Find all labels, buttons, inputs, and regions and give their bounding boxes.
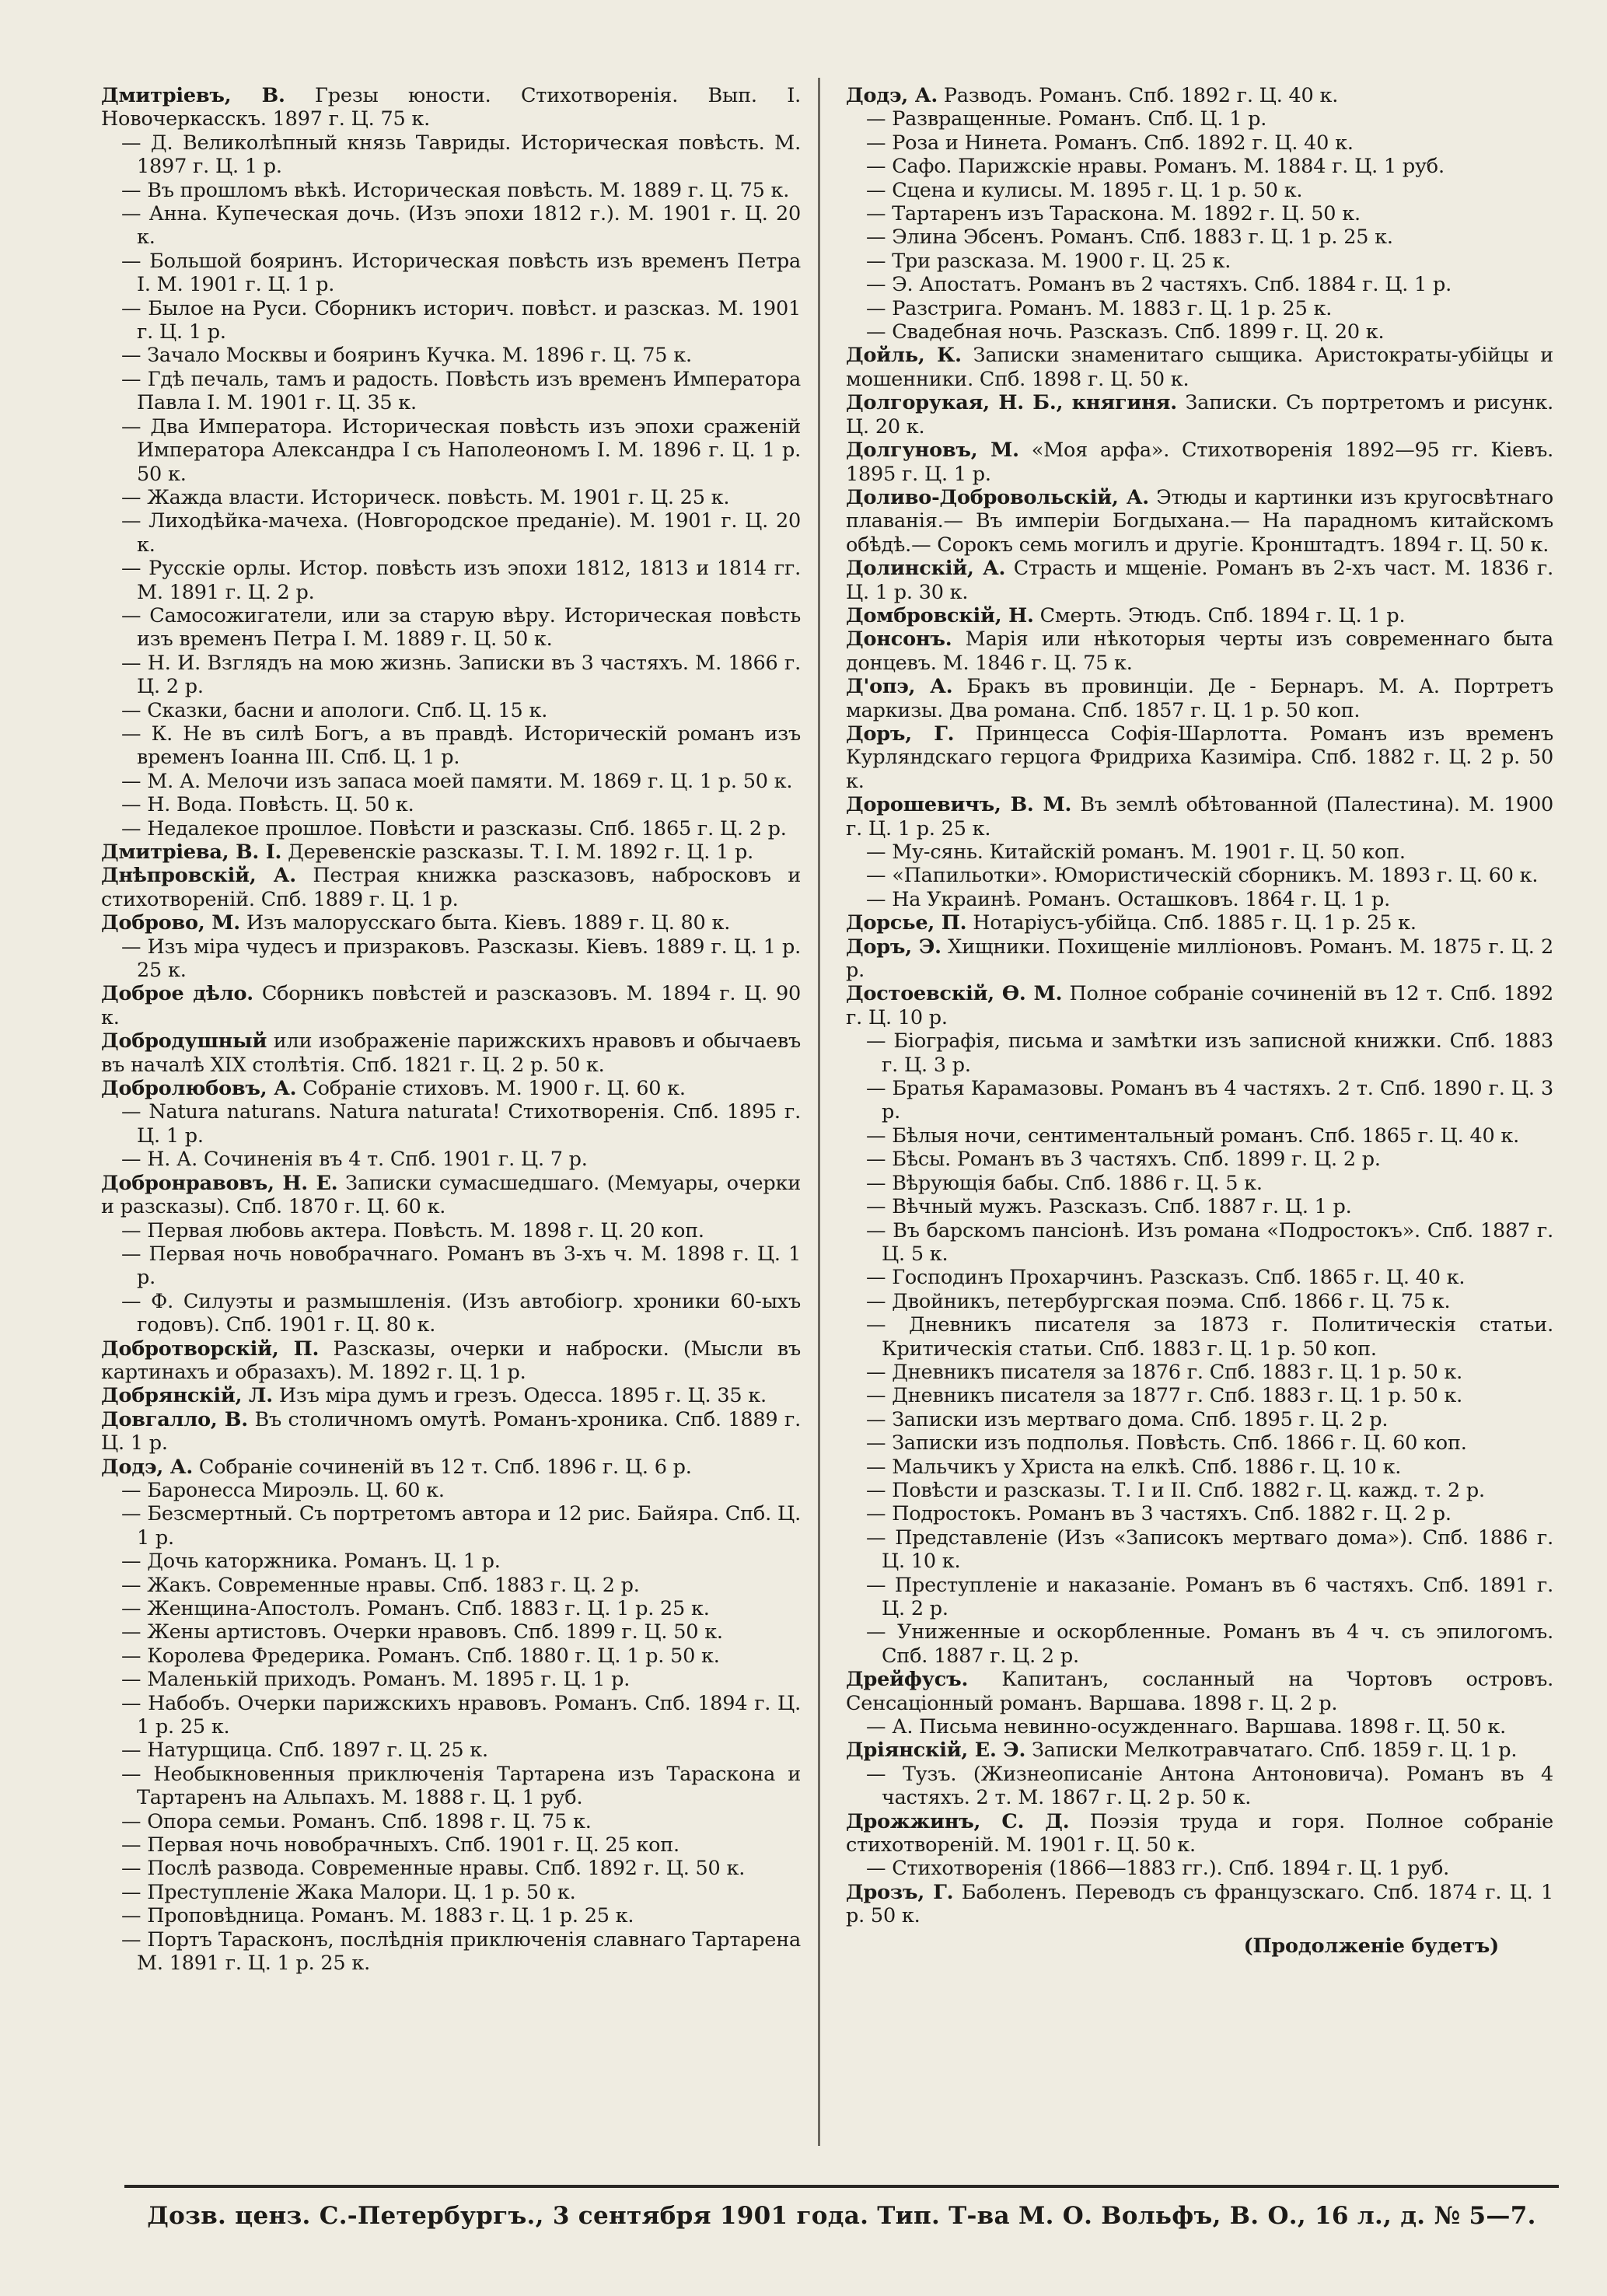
author-name: Доливо-Добровольскій, А.: [846, 485, 1149, 509]
catalog-entry: [101, 864, 801, 911]
catalog-subentry: — М. А. Мелочи изъ запаса моей памяти. М. 1869 г. Ц. 1 р. 50 к.: [121, 769, 793, 793]
catalog-subentry: — Жакъ. Современные нравы. Спб. 1883 г. Ц. 2 р.: [121, 1573, 640, 1597]
catalog-entry: [846, 344, 1553, 391]
catalog-subentry: — На Украинѣ. Романъ. Осташковъ. 1864 г. Ц. 1 р.: [866, 887, 1391, 911]
catalog-subentry: — Большой бояринъ. Историческая повѣсть изъ временъ Петра I. М. 1901 г. Ц. 1 р.: [121, 249, 801, 297]
catalog-subentry: — Двойникъ, петербургская поэма. Спб. 1866 г. Ц. 75 к.: [866, 1289, 1451, 1313]
catalog-subentry: — Женщина-Апостолъ. Романъ. Спб. 1883 г. Ц. 1 р. 25 к.: [121, 1597, 710, 1620]
catalog-subentry: — Гдѣ печаль, тамъ и радость. Повѣсть изъ временъ Императора Павла I. М. 1901 г. Ц. 35 к.: [121, 367, 801, 415]
catalog-entry: [101, 982, 801, 1029]
entry-text: или изображеніе парижскихъ нравовъ и обычаевъ въ началѣ XIX столѣтія. Спб. 1821 г. Ц. 2 р. 50 к.: [101, 1029, 801, 1077]
author-name: Дорсье, П.: [846, 911, 967, 935]
catalog-subentry: — Два Императора. Историческая повѣсть изъ эпохи сраженій Императора Александра I съ Наполеономъ I. М. 1896 г. Ц. 1 р. 50 к.: [121, 414, 801, 486]
catalog-subentry: — Му-сянь. Китайскій романъ. М. 1901 г. Ц. 50 коп.: [866, 840, 1406, 864]
catalog-subentry: — Н. А. Сочиненія въ 4 т. Спб. 1901 г. Ц. 7 р.: [121, 1148, 588, 1172]
catalog-entry: [101, 1172, 801, 1219]
catalog-subentry: — Н. Вода. Повѣсть. Ц. 50 к.: [121, 793, 414, 817]
catalog-subentry: — Первая ночь новобрачнаго. Романъ въ 3-хъ ч. М. 1898 г. Ц. 1 р.: [121, 1242, 801, 1290]
catalog-subentry: — Бѣсы. Романъ въ 3 частяхъ. Спб. 1899 г. Ц. 2 р.: [866, 1148, 1381, 1172]
continued-note: (Продолженіе будетъ): [1243, 1934, 1499, 1958]
catalog-subentry: — Жены артистовъ. Очерки нравовъ. Спб. 1899 г. Ц. 50 к.: [121, 1620, 723, 1644]
entry-text: Деревенскіе разсказы. Т. I. М. 1892 г. Ц. 1 р.: [288, 840, 754, 864]
catalog-subentry: — Вѣчный мужъ. Разсказъ. Спб. 1887 г. Ц. 1 р.: [866, 1195, 1352, 1219]
entry-text: Въ столичномъ омутѣ. Романъ-хроника. Спб. 1889 г. Ц. 1 р.: [101, 1407, 801, 1456]
catalog-subentry: — Дневникъ писателя за 1873 г. Политическія статьи. Критическія статьи. Спб. 1883 г. Ц. 1 р. 50 коп.: [866, 1313, 1553, 1361]
catalog-subentry: — Натурщица. Спб. 1897 г. Ц. 25 к.: [121, 1739, 488, 1763]
catalog-entry: [101, 911, 801, 935]
catalog-entry: [846, 935, 1553, 983]
catalog-subentry: — Тартаренъ изъ Тараскона. М. 1892 г. Ц. 50 к.: [866, 202, 1361, 226]
author-name: Дрейфусъ.: [846, 1668, 969, 1692]
right-column: [846, 84, 1553, 2168]
author-name: Дорошевичъ, В. М.: [846, 793, 1072, 817]
author-name: Д'опэ, А.: [846, 675, 953, 699]
catalog-subentry: — Тузъ. (Жизнеописаніе Антона Антоновича). Романъ въ 4 частяхъ. 2 т. М. 1867 г. Ц. 2 р. 50 к.: [866, 1762, 1553, 1810]
catalog-subentry: — Мальчикъ у Христа на елкѣ. Спб. 1886 г. Ц. 10 к.: [866, 1455, 1402, 1479]
left-column: [101, 84, 801, 2168]
catalog-entry: [846, 1739, 1553, 1762]
author-name: Долгуновъ, М.: [846, 439, 1019, 463]
catalog-subentry: — Сафо. Парижскіе нравы. Романъ. М. 1884 г. Ц. 1 руб.: [866, 155, 1445, 179]
catalog-subentry: — Ф. Силуэты и размышленія. (Изъ автобіогр. хроники 60-ыхъ годовъ). Спб. 1901 г. Ц. 80 к.: [121, 1289, 801, 1337]
catalog-subentry: — Развращенные. Романъ. Спб. Ц. 1 р.: [866, 107, 1267, 131]
imprint-footer: Дозв. ценз. С.-Петербургъ., 3 сентября 1901 года. Тип. Т-ва М. О. Вольфъ, В. О., 16 л., д. № 5—7.: [147, 2202, 1536, 2230]
catalog-subentry: — Представленіе (Изъ «Записокъ мертваго дома»). Спб. 1886 г. Ц. 10 к.: [866, 1525, 1553, 1574]
catalog-subentry: — «Папильотки». Юмористическій сборникъ. М. 1893 г. Ц. 60 к.: [866, 864, 1539, 888]
entry-text: Поэзія труда и горя. Полное собраніе стихотвореній. М. 1901 г. Ц. 50 к.: [846, 1809, 1553, 1857]
catalog-entry: [101, 1337, 801, 1385]
catalog-subentry: — Портъ Тарасконъ, послѣднія приключенія славнаго Тартарена М. 1891 г. Ц. 1 р. 25 к.: [121, 1927, 801, 1976]
catalog-subentry: — Э. Апостатъ. Романъ въ 2 частяхъ. Спб. 1884 г. Ц. 1 р.: [866, 273, 1452, 297]
catalog-subentry: — Послѣ развода. Современные нравы. Спб. 1892 г. Ц. 50 к.: [121, 1857, 746, 1881]
entry-text: Баболенъ. Переводъ съ французскаго. Спб. 1874 г. Ц. 1 р. 50 к.: [846, 1880, 1553, 1928]
catalog-subentry: — Баронесса Мироэль. Ц. 60 к.: [121, 1478, 445, 1502]
catalog-entry: [101, 1029, 801, 1077]
catalog-subentry: — Біографія, письма и замѣтки изъ записной книжки. Спб. 1883 г. Ц. 3 р.: [866, 1029, 1553, 1077]
entry-text: Этюды и картинки изъ кругосвѣтнаго плаванія.— Въ имперіи Богдыхана.— На парадномъ китайскомъ обѣдѣ.— Сорокъ семь могилъ и другіе. Кронштадтъ. 1894 г. Ц. 50 к.: [846, 485, 1553, 557]
catalog-subentry: — Жажда власти. Историческ. повѣсть. М. 1901 г. Ц. 25 к.: [121, 485, 730, 509]
author-name: Домбровскій, Н.: [846, 603, 1034, 627]
author-name: Добрянскій, Л.: [101, 1384, 273, 1408]
catalog-subentry: — Бѣлыя ночи, сентиментальный романъ. Спб. 1865 г. Ц. 40 к.: [866, 1124, 1520, 1148]
catalog-subentry: — Н. И. Взглядъ на мою жизнь. Записки въ 3 частяхъ. М. 1866 г. Ц. 2 р.: [121, 651, 801, 699]
catalog-subentry: — Безсмертный. Съ портретомъ автора и 12 рис. Байяра. Спб. Ц. 1 р.: [121, 1502, 801, 1550]
catalog-subentry: — К. Не въ силѣ Богъ, а въ правдѣ. Историческій романъ изъ временъ Іоанна III. Спб. Ц. 1 р.: [121, 722, 801, 770]
entry-text: Записки сумасшедшаго. (Мемуары, очерки и разсказы). Спб. 1870 г. Ц. 60 к.: [101, 1171, 801, 1219]
entry-text: Разсказы, очерки и наброски. (Мысли въ картинахъ и образахъ). М. 1892 г. Ц. 1 р.: [101, 1337, 801, 1384]
entry-text: Нотаріусъ-убійца. Спб. 1885 г. Ц. 1 р. 25 к.: [973, 911, 1417, 935]
catalog-subentry: — Опора семьи. Романъ. Спб. 1898 г. Ц. 75 к.: [121, 1809, 592, 1833]
catalog-entry: [846, 1881, 1553, 1928]
catalog-entry: [846, 1810, 1553, 1857]
author-name: Дрожжинъ, С. Д.: [846, 1809, 1070, 1833]
catalog-subentry: — Дневникъ писателя за 1876 г. Спб. 1883 г. Ц. 1 р. 50 к.: [866, 1360, 1463, 1384]
entry-text: Собраніе сочиненій въ 12 т. Спб. 1896 г. Ц. 6 р.: [198, 1455, 692, 1479]
author-name: Дрозъ, Г.: [846, 1880, 954, 1904]
author-name: Дойль, К.: [846, 344, 962, 368]
author-name: Добронравовъ, Н. Е.: [101, 1171, 338, 1195]
entry-text: Грезы юности. Стихотворенія. Вып. I. Новочеркасскъ. 1897 г. Ц. 75 к.: [101, 84, 801, 131]
catalog-subentry: — Стихотворенія (1866—1883 гг.). Спб. 1894 г. Ц. 1 руб.: [866, 1857, 1450, 1881]
catalog-entry: [846, 675, 1553, 722]
catalog-entry: [846, 627, 1553, 675]
catalog-subentry: — Роза и Нинета. Романъ. Спб. 1892 г. Ц. 40 к.: [866, 131, 1354, 155]
author-name: Добролюбовъ, А.: [101, 1077, 297, 1101]
entry-text: Записки. Съ портретомъ и рисунк. Ц. 20 к.: [846, 391, 1553, 439]
catalog-subentry: — Три разсказа. М. 1900 г. Ц. 25 к.: [866, 249, 1231, 273]
column-divider: [818, 78, 820, 2146]
author-name: Дмитріевъ, В.: [101, 84, 285, 107]
catalog-subentry: — Преступленіе и наказаніе. Романъ въ 6 частяхъ. Спб. 1891 г. Ц. 2 р.: [866, 1573, 1553, 1620]
catalog-entry: [846, 604, 1553, 627]
entry-text: Сборникъ повѣстей и разсказовъ. М. 1894 г. Ц. 90 к.: [101, 982, 801, 1029]
catalog-entry: [846, 911, 1553, 935]
entry-text: Изъ міра думъ и грезъ. Одесса. 1895 г. Ц. 35 к.: [278, 1384, 767, 1408]
entry-text: Страсть и мщеніе. Романъ въ 2-хъ част. М. 1836 г. Ц. 1 р. 30 к.: [846, 557, 1553, 604]
catalog-subentry: — Маленькій приходъ. Романъ. М. 1895 г. Ц. 1 р.: [121, 1668, 631, 1692]
entry-text: Марія или нѣкоторыя черты изъ современнаго быта донцевъ. М. 1846 г. Ц. 75 к.: [846, 627, 1553, 675]
author-name: Долгорукая, Н. Б., княгиня.: [846, 391, 1177, 415]
catalog-entry: [846, 439, 1553, 486]
catalog-entry: [846, 982, 1553, 1029]
catalog-subentry: — А. Письма невинно-осужденнаго. Варшава. 1898 г. Ц. 50 к.: [866, 1715, 1507, 1739]
entry-text: Хищники. Похищеніе милліоновъ. Романъ. М. 1875 г. Ц. 2 р.: [846, 935, 1553, 983]
entry-text: Капитанъ, сосланный на Чортовъ островъ. Сенсаціонный романъ. Варшава. 1898 г. Ц. 2 р.: [846, 1668, 1553, 1715]
author-name: Доръ, Э.: [846, 935, 941, 959]
catalog-subentry: — Необыкновенныя приключенія Тартарена изъ Тараскона и Тартаренъ на Альпахъ. М. 1888 г. Ц. 1 руб.: [121, 1762, 801, 1810]
catalog-subentry: — Дочь каторжника. Романъ. Ц. 1 р.: [121, 1550, 501, 1574]
catalog-subentry: — Вѣрующія бабы. Спб. 1886 г. Ц. 5 к.: [866, 1171, 1263, 1195]
catalog-subentry: — Зачало Москвы и бояринъ Кучка. М. 1896 г. Ц. 75 к.: [121, 344, 692, 368]
catalog-entry: [846, 557, 1553, 604]
entry-text: «Моя арфа». Стихотворенія 1892—95 гг. Кіевъ. 1895 г. Ц. 1 р.: [846, 439, 1553, 486]
catalog-subentry: — Русскіе орлы. Истор. повѣсть изъ эпохи 1812, 1813 и 1814 гг. М. 1891 г. Ц. 2 р.: [121, 557, 801, 604]
catalog-subentry: — Проповѣдница. Романъ. М. 1883 г. Ц. 1 р. 25 к.: [121, 1904, 634, 1928]
catalog-entry: [101, 84, 801, 131]
catalog-subentry: — Набобъ. Очерки парижскихъ нравовъ. Романъ. Спб. 1894 г. Ц. 1 р. 25 к.: [121, 1691, 801, 1739]
entry-text: Разводъ. Романъ. Спб. 1892 г. Ц. 40 к.: [943, 84, 1339, 107]
catalog-subentry: — Въ прошломъ вѣкѣ. Историческая повѣсть. М. 1889 г. Ц. 75 к.: [121, 178, 790, 202]
catalog-subentry: — Сцена и кулисы. М. 1895 г. Ц. 1 р. 50 к.: [866, 178, 1303, 202]
catalog-entry: [846, 84, 1553, 107]
author-name: Дмитріева, В. I.: [101, 840, 282, 864]
catalog-subentry: — Сказки, басни и апологи. Спб. Ц. 15 к.: [121, 698, 548, 722]
catalog-entry: [101, 840, 801, 864]
catalog-subentry: — Лиходѣйка-мачеха. (Новгородское преданіе). М. 1901 г. Ц. 20 к.: [121, 509, 801, 557]
author-name: Добродушный: [101, 1029, 267, 1054]
entry-text: Бракъ въ провинціи. Де - Бернаръ. М. А. Портретъ маркизы. Два романа. Спб. 1857 г. Ц. 1 р. 50 коп.: [846, 675, 1553, 722]
catalog-subentry: — Анна. Купеческая дочь. (Изъ эпохи 1812 г.). М. 1901 г. Ц. 20 к.: [121, 202, 801, 250]
entry-text: Полное собраніе сочиненій въ 12 т. Спб. 1892 г. Ц. 10 р.: [846, 982, 1553, 1029]
catalog-subentry: — Изъ міра чудесъ и призраковъ. Разсказы. Кіевъ. 1889 г. Ц. 1 р. 25 к.: [121, 935, 801, 983]
author-name: Донсонъ.: [846, 627, 952, 652]
entry-text: Пестрая книжка разсказовъ, набросковъ и стихотвореній. Спб. 1889 г. Ц. 1 р.: [101, 864, 801, 911]
entry-text: Въ землѣ обѣтованной (Палестина). М. 1900 г. Ц. 1 р. 25 к.: [846, 793, 1553, 840]
catalog-subentry: — Д. Великолѣпный князь Тавриды. Историческая повѣсть. М. 1897 г. Ц. 1 р.: [121, 131, 801, 179]
author-name: Днѣпровскій, А.: [101, 864, 296, 888]
entry-text: Принцесса Софія-Шарлотта. Романъ изъ временъ Курляндскаго герцога Фридриха Казиміра. Спб. 1882 г. Ц. 2 р. 50 к.: [846, 722, 1553, 793]
entry-text: Записки Мелкотравчатаго. Спб. 1859 г. Ц. 1 р.: [1032, 1739, 1518, 1763]
catalog-subentry: — Свадебная ночь. Разсказъ. Спб. 1899 г. Ц. 20 к.: [866, 320, 1385, 344]
author-name: Достоевскій, Ѳ. М.: [846, 982, 1063, 1006]
catalog-subentry: — Повѣсти и разсказы. Т. I и II. Спб. 1882 г. Ц. кажд. т. 2 р.: [866, 1478, 1485, 1502]
catalog-subentry: — Подростокъ. Романъ въ 3 частяхъ. Спб. 1882 г. Ц. 2 р.: [866, 1502, 1452, 1526]
author-name: Доброе дѣло.: [101, 982, 253, 1006]
catalog-subentry: — Записки изъ мертваго дома. Спб. 1895 г. Ц. 2 р.: [866, 1407, 1389, 1431]
catalog-subentry: — Недалекое прошлое. Повѣсти и разсказы. Спб. 1865 г. Ц. 2 р.: [121, 816, 787, 840]
catalog-entry: [846, 1668, 1553, 1715]
entry-text: Изъ малорусскаго быта. Кіевъ. 1889 г. Ц. 80 к.: [246, 911, 731, 935]
catalog-entry: [101, 1456, 801, 1479]
catalog-entry: [846, 722, 1553, 793]
catalog-subentry: — Natura naturans. Natura naturata! Стихотворенія. Спб. 1895 г. Ц. 1 р.: [121, 1100, 801, 1148]
author-name: Додэ, А.: [101, 1455, 194, 1479]
catalog-subentry: — Униженные и оскорбленные. Романъ въ 4 ч. съ эпилогомъ. Спб. 1887 г. Ц. 2 р.: [866, 1620, 1553, 1668]
entry-text: Смерть. Этюдъ. Спб. 1894 г. Ц. 1 р.: [1039, 603, 1406, 627]
catalog-subentry: — Первая любовь актера. Повѣсть. М. 1898 г. Ц. 20 коп.: [121, 1218, 704, 1242]
catalog-subentry: — Дневникъ писателя за 1877 г. Спб. 1883 г. Ц. 1 р. 50 к.: [866, 1384, 1463, 1408]
author-name: Дріянскій, Е. Э.: [846, 1739, 1026, 1763]
catalog-entry: [846, 486, 1553, 557]
author-name: Долинскій, А.: [846, 557, 1006, 581]
catalog-entry: [846, 793, 1553, 840]
catalog-subentry: — Разстрига. Романъ. М. 1883 г. Ц. 1 р. 25 к.: [866, 296, 1333, 320]
author-name: Додэ, А.: [846, 84, 938, 107]
catalog-entry: [101, 1408, 801, 1456]
entry-text: Записки знаменитаго сыщика. Аристократы-убійцы и мошенники. Спб. 1898 г. Ц. 50 к.: [846, 344, 1553, 391]
catalog-subentry: — Былое на Руси. Сборникъ историч. повѣст. и разсказ. М. 1901 г. Ц. 1 р.: [121, 296, 801, 344]
entry-text: Собраніе стиховъ. М. 1900 г. Ц. 60 к.: [302, 1077, 686, 1101]
author-name: Доръ, Г.: [846, 722, 955, 746]
catalog-entry: [101, 1077, 801, 1100]
catalog-subentry: — Братья Карамазовы. Романъ въ 4 частяхъ. 2 т. Спб. 1890 г. Ц. 3 р.: [866, 1077, 1553, 1124]
catalog-subentry: — Господинъ Прохарчинъ. Разсказъ. Спб. 1865 г. Ц. 40 к.: [866, 1266, 1466, 1290]
author-name: Доброво, М.: [101, 911, 240, 935]
catalog-subentry: — Въ барскомъ пансіонѣ. Изъ романа «Подростокъ». Спб. 1887 г. Ц. 5 к.: [866, 1218, 1553, 1266]
catalog-subentry: — Первая ночь новобрачныхъ. Спб. 1901 г. Ц. 25 коп.: [121, 1833, 679, 1857]
catalog-subentry: — Записки изъ подполья. Повѣсть. Спб. 1866 г. Ц. 60 коп.: [866, 1431, 1467, 1456]
catalog-subentry: — Королева Фредерика. Романъ. Спб. 1880 г. Ц. 1 р. 50 к.: [121, 1644, 720, 1668]
catalog-entry: [846, 391, 1553, 439]
footer-rule: [124, 2185, 1559, 2188]
catalog-subentry: — Преступленіе Жака Малори. Ц. 1 р. 50 к.: [121, 1880, 576, 1904]
catalog-subentry: — Самосожигатели, или за старую вѣру. Историческая повѣсть изъ временъ Петра I. М. 1889 г. Ц. 50 к.: [121, 603, 801, 652]
author-name: Довгалло, В.: [101, 1407, 248, 1431]
catalog-entry: [101, 1384, 801, 1407]
catalog-subentry: — Элина Эбсенъ. Романъ. Спб. 1883 г. Ц. 1 р. 25 к.: [866, 225, 1393, 250]
author-name: Добротворскій, П.: [101, 1337, 320, 1361]
